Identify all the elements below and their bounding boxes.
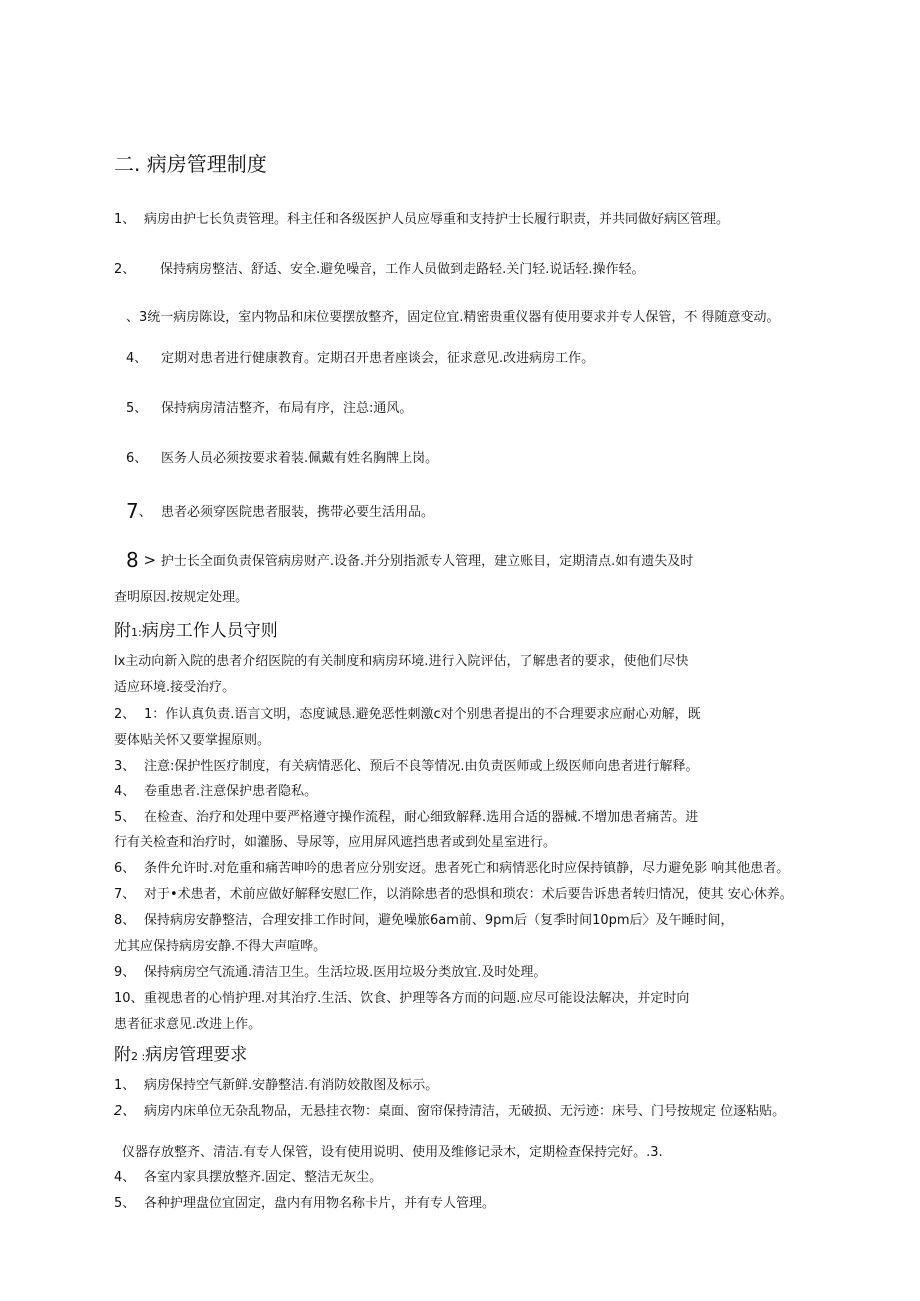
item-number: 2、	[114, 1104, 136, 1119]
appendix-index: 2 :	[131, 1050, 146, 1063]
rule-number: 4、	[126, 351, 148, 366]
appendix-prefix: 附	[114, 1045, 131, 1065]
item-number: 4、	[114, 1170, 136, 1185]
appendix-1-item-2-cont: 要体贴关怀又要掌握原则。	[114, 733, 271, 748]
item-text: 1：作认真负责.语言文明，态度诚恳.避免恶性刺激c对个别患者提出的不合理要求应耐心劝解，既	[144, 707, 701, 722]
item-text: 保持病房空气流通.清洁卫生。生活垃圾.医用垃圾分类放宜.及时处理。	[144, 965, 547, 980]
item-text: 各种护理盘位宜固定，盘内有用物名称卡片，并有专人管理。	[144, 1196, 496, 1211]
rule-number: 6、	[126, 451, 148, 466]
item-text: 条件允许时.对危重和痛苦呻吟的患者应分别安迓。患者死亡和病情恶化时应保持镇静，尽力避免影 响其他患者。	[144, 861, 790, 876]
item-number: 4、	[114, 784, 136, 799]
rule-text: 保持病房清洁整齐，布局有序，注总:通风。	[161, 401, 413, 416]
item-text: 对于•术患者，术前应做好解释安慰匚作，以消除患者的恐惧和琐农：术后要告诉患者转归情况，使其 安心休养。	[144, 887, 793, 902]
appendix-2-item-2	[114, 1104, 785, 1120]
rule-separator: 、	[138, 505, 152, 520]
item-text: 病房保持空气新鲜.安静整洁.有消防姣散图及标示。	[144, 1078, 439, 1093]
rule-text: 统一病房陈设，室内物品和床位要摆放整齐，固定位宜.精密贵重仪器有使用要求并专人保管，不 得随意变动。	[147, 310, 780, 325]
appendix-1-item-9	[114, 965, 546, 981]
appendix-2-item-3: 仪器存放整齐、清洁.有专人保管，设有使用说明、使用及维修记录木，定期检查保持完好。.3.	[122, 1145, 663, 1160]
item-number: 5、	[114, 810, 136, 825]
item-text: 注意:保护性医疗制度，有关病情恶化、预后不良等情况.由负责医师或上级医师向患者进行解释。	[144, 759, 699, 774]
rule-5	[126, 401, 412, 417]
appendix-2-heading	[114, 1044, 247, 1068]
appendix-1-item-6	[114, 861, 789, 877]
item-number: 1、	[114, 1078, 136, 1093]
appendix-index: 1:	[131, 626, 142, 639]
item-number: 8、	[114, 913, 136, 928]
item-text: 在检查、治疗和处理中要严格遵守操作流程，耐心细致解释.选用合适的器械.不增加患者痛苦。进	[144, 810, 699, 825]
appendix-title: 病房管理要求	[145, 1045, 248, 1065]
rule-number: 5、	[126, 401, 148, 416]
item-text: 病房内床单位无杂乱物品，无悬挂衣物：桌面、窗帘保持清洁，无破损、无污迹：床号、门号按规定 位逐粘贴。	[144, 1104, 786, 1119]
rule-number: 1、	[114, 212, 136, 227]
rule-2	[114, 262, 645, 278]
appendix-1-item-7	[114, 887, 793, 903]
item-text: 保持病房安静整洁，合理安排工作时间，避免噪旅6am前、9pm后（复季时间10pm后〉及午睡时间，	[144, 913, 734, 928]
rule-text: 定期对患者进行健康教育。定期召开患者座谈会，征求意见.改进病房工作。	[161, 351, 595, 366]
rule-8	[126, 550, 693, 570]
rule-7	[126, 501, 434, 521]
appendix-1-item-10	[114, 991, 689, 1007]
item-number: 10、	[114, 991, 144, 1006]
appendix-1-item-1: lx主动向新入院的患者介绍医院的有关制度和病房环境.进行入院评估，了解患者的要求，使他们尽快	[114, 654, 689, 669]
appendix-1-item-3	[114, 759, 699, 775]
item-text: 重视患者的心悄护理.对其治疗.生活、饮食、护理等各方而的问题.应尽可能设法解决，并定时向	[144, 991, 690, 1006]
appendix-1-item-8	[114, 913, 734, 929]
rule-text: 保持病房整洁、舒适、安全.避免噪音，工作人员做到走路轻.关门轻.说话轻.操作轻。	[160, 262, 645, 277]
appendix-1-item-2	[114, 707, 701, 723]
rule-separator: >	[138, 551, 161, 569]
appendix-1-heading	[114, 620, 278, 644]
rule-text: 患者必须穿医院患者服装，携带必要生活用品。	[161, 505, 435, 520]
rule-number: 2、	[114, 262, 136, 277]
rule-3	[126, 310, 780, 326]
rule-4	[126, 351, 594, 367]
page-title: 二. 病房管理制度	[114, 152, 267, 176]
rule-text: 医务人员必须按要求着装.佩戴有姓名胸牌上岗。	[161, 451, 439, 466]
rule-number: 8	[126, 548, 139, 572]
appendix-1-item-1-cont: 适应环境.接受治疗。	[114, 680, 236, 695]
rule-6	[126, 451, 438, 467]
appendix-2-item-1	[114, 1078, 438, 1094]
appendix-1-item-5	[114, 810, 698, 826]
appendix-2-item-4	[114, 1170, 382, 1186]
rule-number: 、3	[126, 310, 148, 325]
rule-8-continuation: 查明原因.按规定处理。	[114, 590, 249, 605]
item-number: 6、	[114, 861, 136, 876]
item-text: 各室内家具摆放整齐.固定、整洁无灰尘。	[144, 1170, 383, 1185]
appendix-1-item-8-cont: 尤其应保持病房安静.不得大声喧哗。	[114, 939, 327, 954]
appendix-1-item-10-cont: 患者征求意见.改进上作。	[114, 1017, 262, 1032]
rule-text: 护士长全面负责保管病房财产.设备.并分别指派专人管理，建立账目，定期清点.如有遗失及时	[160, 554, 694, 569]
appendix-prefix: 附	[114, 621, 131, 641]
item-number: 2、	[114, 707, 136, 722]
rule-text: 病房由护七长负责管理。科主任和各级医护人员应辱重和支持护士长履行职责，并共同做好病区管理。	[144, 212, 730, 227]
appendix-title: 病房工作人员守则	[141, 621, 278, 641]
rule-1	[114, 212, 729, 228]
item-number: 3、	[114, 759, 136, 774]
appendix-1-item-4	[114, 784, 317, 800]
item-number: 5、	[114, 1196, 136, 1211]
appendix-1-item-5-cont: 行有关检查和治疗时，如灌肠、导尿等，应用屏风遮挡患者或到处星室进行。	[114, 835, 557, 850]
appendix-2-item-5	[114, 1196, 495, 1212]
item-number: 9、	[114, 965, 136, 980]
item-text: 卷重患者.注意保护患者隐私。	[144, 784, 318, 799]
item-number: 7、	[114, 887, 136, 902]
rule-number: 7	[126, 499, 139, 523]
